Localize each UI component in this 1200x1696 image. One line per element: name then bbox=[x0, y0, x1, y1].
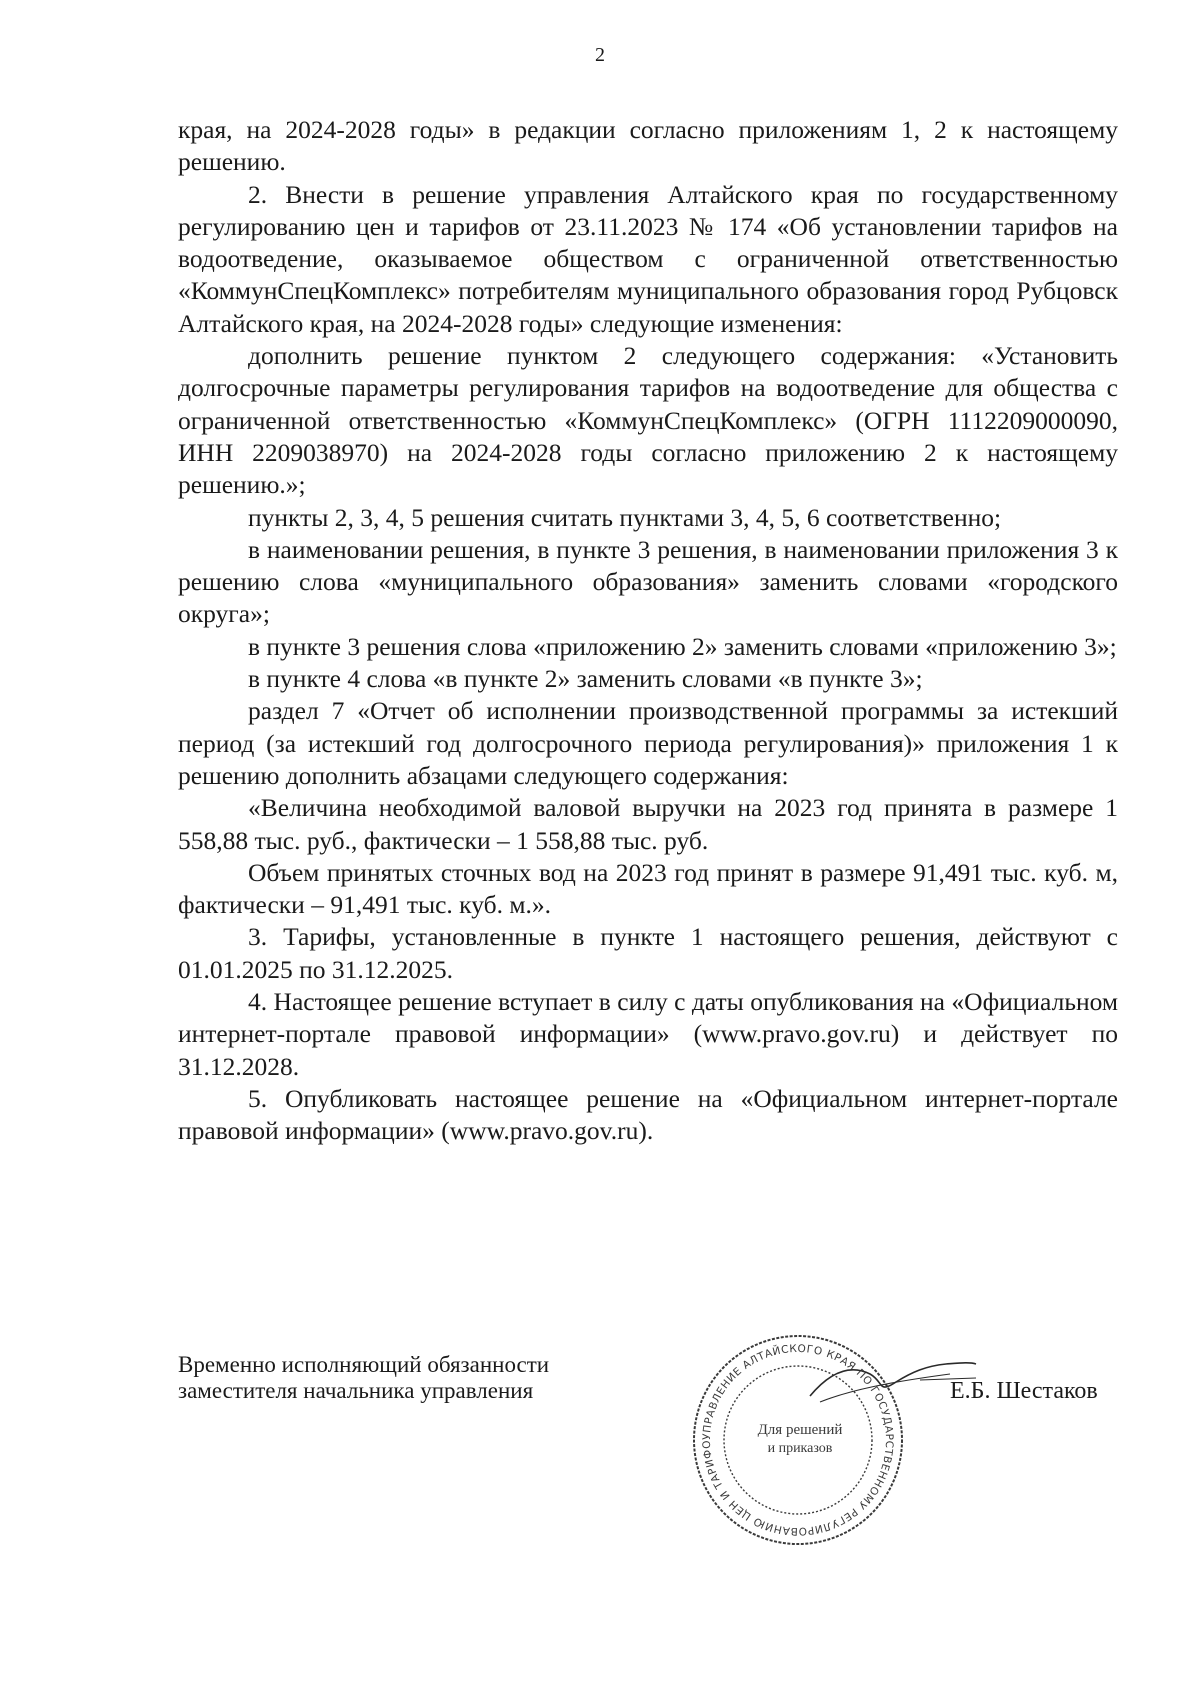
paragraph: «Величина необходимой валовой выручки на 2023 год принята в размере 1 558,88 тыс. руб., фактически – 1 558,88 тыс. руб. bbox=[178, 793, 1118, 855]
page-number: 2 bbox=[595, 44, 605, 66]
paragraph: в пункте 3 решения слова «приложению 2» заменить словами «приложению 3»; bbox=[248, 631, 1117, 661]
seal-inner-text: Для решений bbox=[757, 1422, 843, 1438]
paragraph: Объем принятых сточных вод на 2023 год принят в размере 91,491 тыс. куб. м, фактически – 91,491 тыс. куб. м.». bbox=[178, 857, 1118, 920]
seal-ring-text: УПРАВЛЕНИЕ АЛТАЙСКОГО КРАЯ ПО ГОСУДАРСТВЕННОМУ РЕГУЛИРОВАНИЮ ЦЕН И ТАРИФО bbox=[700, 1342, 896, 1538]
paragraph: в пункте 4 слова «в пункте 2» заменить словами «в пункте 3»; bbox=[248, 664, 923, 694]
paragraph: пункты 2, 3, 4, 5 решения считать пунктами 3, 4, 5, 6 соответственно; bbox=[248, 502, 1002, 532]
paragraph: 4. Настоящее решение вступает в силу с даты опубликования на «Официальном интернет-портале правовой информации» (www.pravo.gov.ru) и действует по 31.12.2028. bbox=[178, 987, 1118, 1081]
paragraph: 5. Опубликовать настоящее решение на «Официальном интернет-портале правовой информации» (www.pravo.gov.ru). bbox=[178, 1083, 1118, 1146]
paragraph: раздел 7 «Отчет об исполнении производственной программы за истекший период (за истекший год долгосрочного периода регулирования)» приложения 1 к решению дополнить абзацами следующего содержания: bbox=[178, 696, 1118, 790]
signer-position-line: Временно исполняющий обязанности bbox=[178, 1352, 550, 1377]
paragraph: края, на 2024-2028 годы» в редакции согласно приложениям 1, 2 к настоящему решению. bbox=[178, 115, 1118, 177]
paragraph: дополнить решение пунктом 2 следующего содержания: «Установить долгосрочные параметры регулирования тарифов на водоотведение для общества с ограниченной ответственностью «КоммунСпецКомплекс» (ОГРН 1112209000090, ИНН 2209038970) на 2024-2028 годы согласно приложению 2 к настоящему решению.»; bbox=[178, 341, 1118, 500]
paragraph: в наименовании решения, в пункте 3 решения, в наименовании приложения 3 к решению слова «муниципального образования» заменить словами «городского округа»; bbox=[178, 534, 1118, 629]
signer-name: Е.Б. Шестаков bbox=[950, 1378, 1098, 1404]
paragraph: 3. Тарифы, установленные в пункте 1 настоящего решения, действуют с 01.01.2025 по 31.12.2025. bbox=[178, 922, 1118, 984]
paragraph: 2. Внести в решение управления Алтайского края по государственному регулированию цен и тарифов от 23.11.2023 № 174 «Об установлении тарифов на водоотведение, оказываемое обществом с ограниченной ответственностью «КоммунСпецКомплекс» потребителям муниципального образования город Рубцовск Алтайского края, на 2024-2028 годы» следующие изменения: bbox=[178, 179, 1118, 338]
seal-inner-text: и приказов bbox=[767, 1441, 833, 1456]
document-body bbox=[178, 114, 1118, 1148]
signer-position-line: заместителя начальника управления bbox=[178, 1378, 534, 1403]
signer-position bbox=[178, 1352, 549, 1404]
